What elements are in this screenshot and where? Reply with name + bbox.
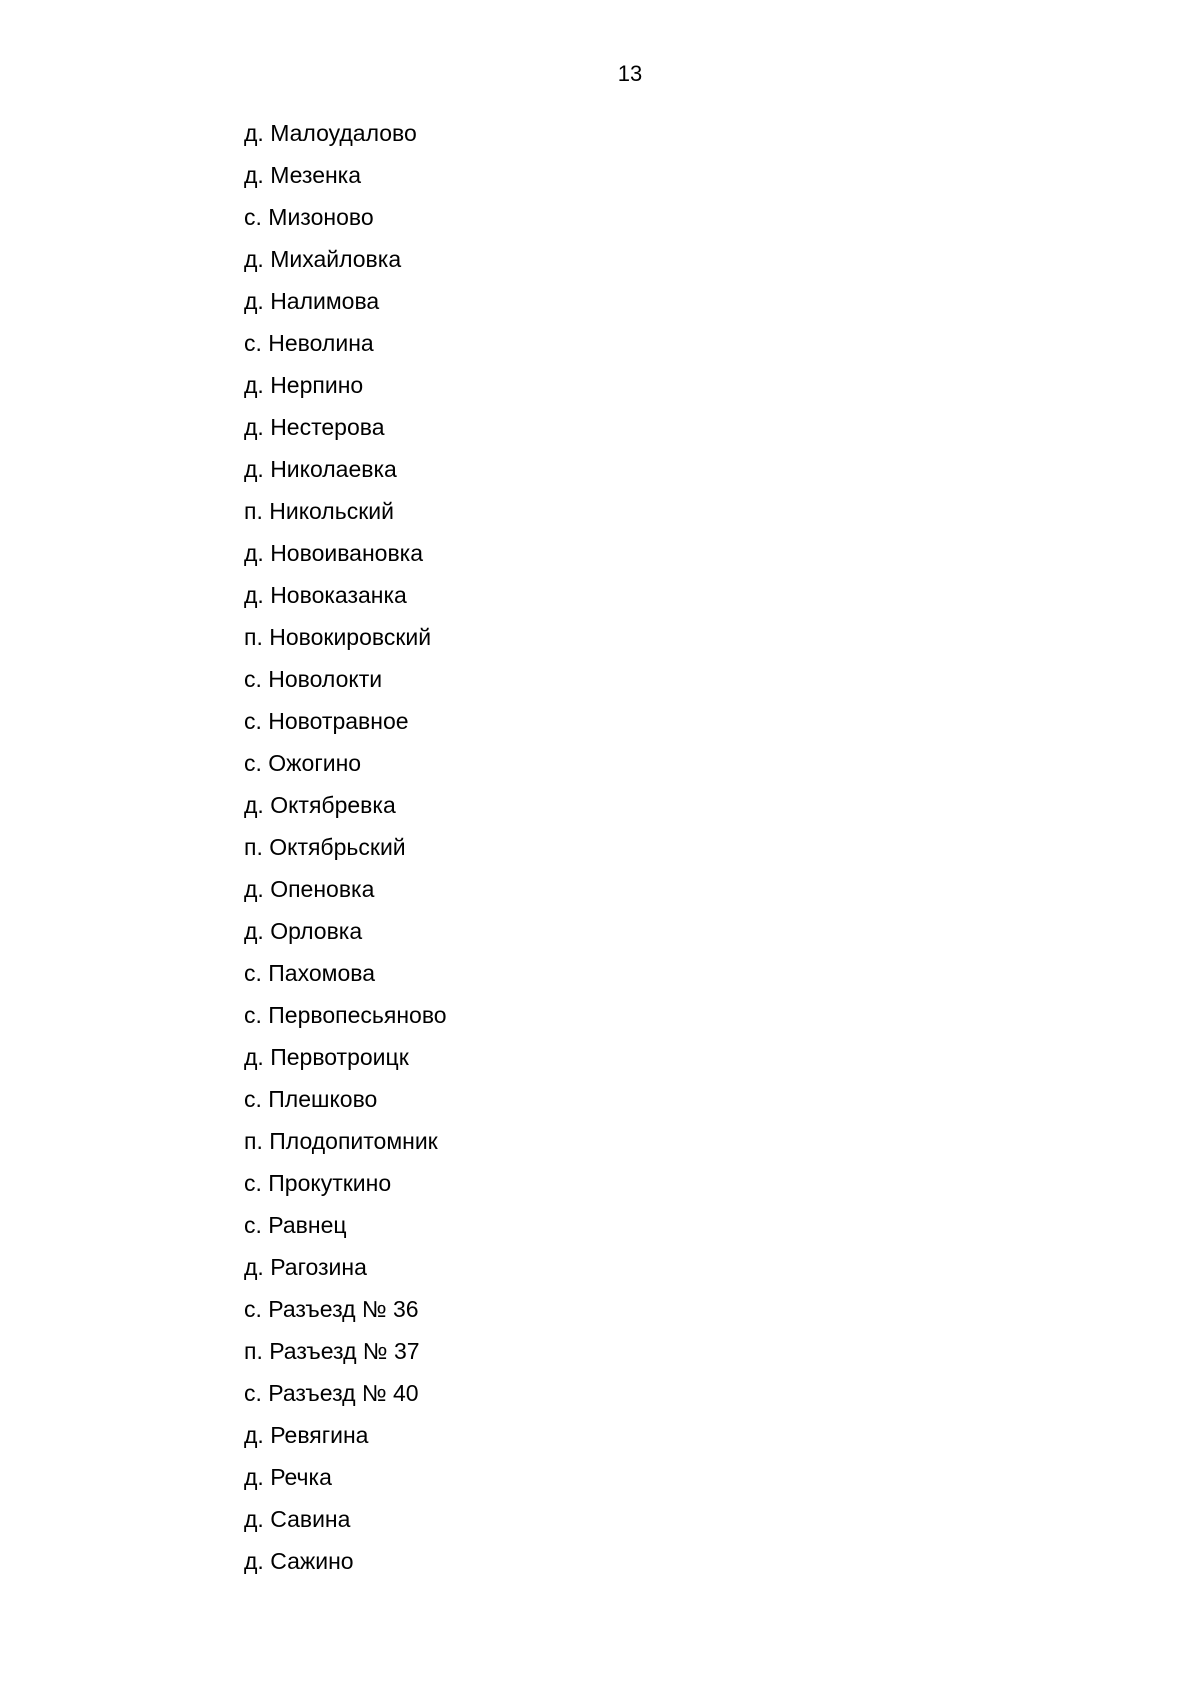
settlement-item: с. Мизоново	[244, 204, 374, 230]
settlement-item: с. Разъезд № 40	[244, 1380, 419, 1406]
settlement-item: д. Новоивановка	[244, 540, 424, 566]
settlement-item: с. Разъезд № 36	[244, 1296, 419, 1322]
settlement-item: п. Никольский	[244, 498, 394, 524]
settlement-item: д. Рагозина	[244, 1254, 367, 1280]
page-number: 13	[617, 61, 643, 86]
settlement-item: д. Нестерова	[244, 414, 385, 440]
settlement-item: д. Мезенка	[244, 162, 362, 188]
settlement-item: д. Сажино	[244, 1548, 354, 1574]
settlement-item: д. Михайловка	[244, 246, 402, 272]
settlement-item: с. Прокуткино	[244, 1170, 392, 1196]
settlement-item: д. Налимова	[244, 288, 380, 314]
settlement-item: п. Плодопитомник	[244, 1128, 438, 1154]
settlement-item: с. Пахомова	[244, 960, 375, 986]
settlement-item: с. Первопесьяново	[244, 1002, 447, 1028]
settlement-item: д. Нерпино	[244, 372, 364, 398]
settlement-item: д. Малоудалово	[244, 120, 417, 146]
settlement-item: д. Савина	[244, 1506, 351, 1532]
settlement-item: д. Николаевка	[244, 456, 397, 482]
settlement-item: п. Новокировский	[244, 624, 432, 650]
settlement-item: с. Равнец	[244, 1212, 347, 1238]
settlement-list	[244, 112, 447, 1582]
settlement-item: п. Октябрьский	[244, 834, 406, 860]
settlement-item: д. Первотроицк	[244, 1044, 409, 1070]
settlement-item: д. Ревягина	[244, 1422, 369, 1448]
settlement-item: д. Орловка	[244, 918, 363, 944]
settlement-item: с. Новотравное	[244, 708, 409, 734]
settlement-item: д. Новоказанка	[244, 582, 407, 608]
settlement-item: д. Опеновка	[244, 876, 375, 902]
settlement-item: с. Новолокти	[244, 666, 383, 692]
settlement-item: д. Речка	[244, 1464, 332, 1490]
settlement-item: с. Плешково	[244, 1086, 378, 1112]
settlement-item: д. Октябревка	[244, 792, 396, 818]
settlement-item: п. Разъезд № 37	[244, 1338, 420, 1364]
settlement-item: с. Ожогино	[244, 750, 362, 776]
settlement-item: с. Неволина	[244, 330, 374, 356]
